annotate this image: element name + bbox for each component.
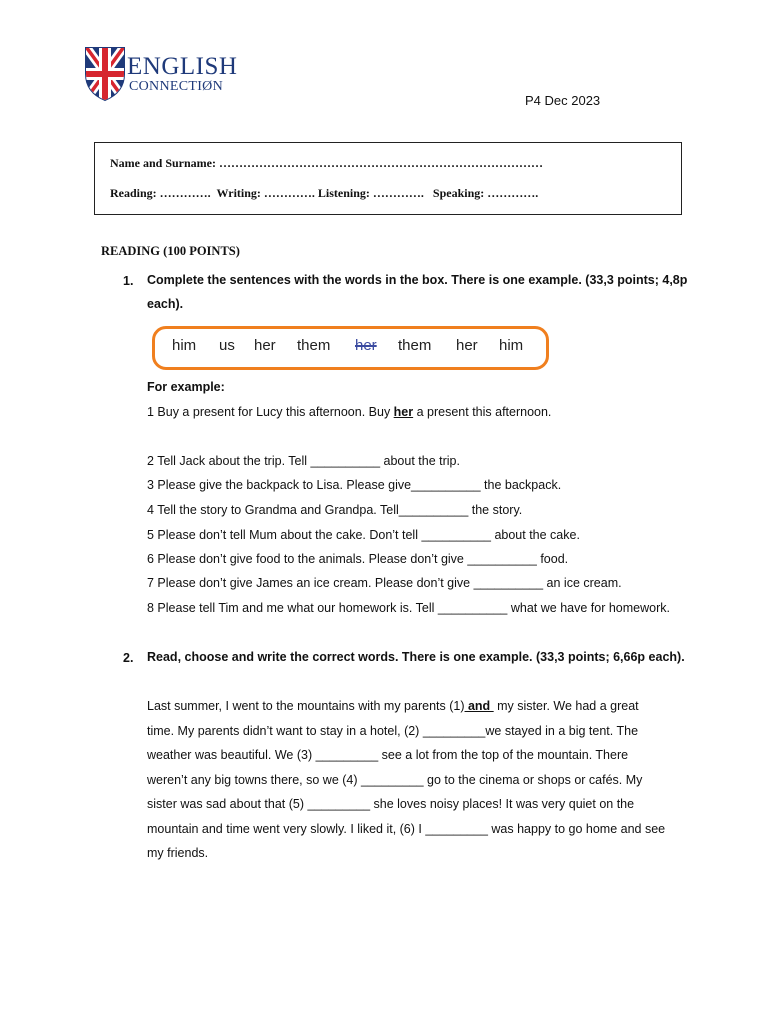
exercise-sentence: 3 Please give the backpack to Lisa. Please give__________ the backpack. [147, 478, 562, 492]
passage-line: weather was beautiful. We (3) _________ see a lot from the top of the mountain. There [147, 748, 629, 762]
logo-text-english: ENGLISH [127, 53, 238, 80]
question-1-instruction: Complete the sentences with the words in the box. There is one example. (33,3 points; 4,8p each). [147, 273, 688, 311]
exercise-sentence: 7 Please don’t give James an ice cream. Please don’t give __________ an ice cream. [147, 576, 622, 590]
word-box [152, 326, 549, 370]
section-title: READING (100 POINTS) [101, 244, 240, 258]
example-text-after: a present this afternoon. [413, 405, 552, 419]
exercise-sentence: 2 Tell Jack about the trip. Tell __________ about the trip. [147, 454, 460, 468]
passage-text: Last summer, I went to the mountains with my parents (1) [147, 699, 465, 713]
reading-passage [147, 694, 707, 866]
example-answer: her [393, 405, 414, 419]
example-text-before: 1 Buy a present for Lucy this afternoon. Buy [147, 405, 394, 419]
passage-line [147, 694, 707, 719]
word-box-item-used: her [355, 337, 377, 354]
passage-line: time. My parents didn’t want to stay in a hotel, (2) _________we stayed in a big tent. The [147, 723, 639, 738]
word-box-item: him [172, 337, 197, 354]
example-label: For example: [147, 380, 225, 394]
passage-line: mountain and time went very slowly. I liked it, (6) I _________ was happy to go home and see [147, 821, 666, 836]
exercise-sentence: 6 Please don’t give food to the animals. Please don’t give __________ food. [147, 552, 569, 566]
passage-example-answer: and [464, 699, 494, 713]
union-jack-shield-icon [84, 44, 126, 102]
name-surname-field: Name and Surname: ……………………………………………………………………… [110, 156, 544, 170]
exercise-sentence: 4 Tell the story to Grandma and Grandpa. Tell__________ the story. [147, 503, 523, 517]
example-sentence [147, 405, 551, 419]
passage-line: sister was sad about that (5) _________ she loves noisy places! It was very quiet on the [147, 797, 635, 811]
logo-text-connection: CONNECTIØN [129, 79, 223, 94]
word-box-item: them [398, 337, 432, 354]
exercise-sentence: 8 Please tell Tim and me what our homework is. Tell __________ what we have for homework. [147, 601, 670, 615]
question-2-number: 2. [123, 651, 134, 665]
word-box-item: him [499, 337, 524, 354]
word-box-item: her [254, 337, 276, 354]
exercise-sentence: 5 Please don’t tell Mum about the cake. Don’t tell __________ about the cake. [147, 528, 580, 542]
passage-line: my friends. [147, 846, 209, 860]
student-info-box [94, 142, 682, 215]
question-1-number: 1. [123, 274, 134, 288]
word-box-item: us [219, 337, 235, 354]
skills-scores-field: Reading: …………. Writing: …………. Listening: …………. Speaking: …………. [110, 186, 539, 200]
word-box-item: her [456, 337, 478, 354]
passage-text: my sister. We had a great [493, 699, 639, 713]
word-box-item: them [297, 337, 331, 354]
question-2-instruction: Read, choose and write the correct words. There is one example. (33,3 points; 6,66p each). [147, 650, 685, 664]
exam-date: P4 Dec 2023 [525, 93, 601, 108]
passage-line: weren’t any big towns there, so we (4) _________ go to the cinema or shops or cafés. My [147, 772, 643, 787]
